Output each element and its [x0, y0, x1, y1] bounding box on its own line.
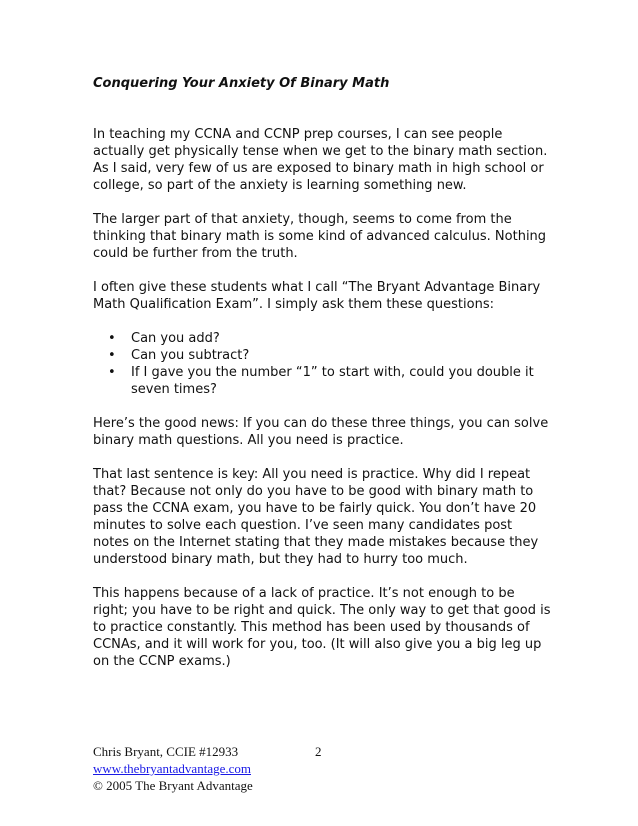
document-title: Conquering Your Anxiety Of Binary Math: [93, 76, 390, 91]
bullet-icon: •: [108, 365, 116, 380]
question-list: [93, 330, 553, 398]
footer-copyright: © 2005 The Bryant Advantage: [93, 778, 253, 793]
paragraph-good-news: Here’s the good news: If you can do these three things, you can solve binary math questions. All you need is practice.: [93, 416, 549, 448]
paragraph-key-sentence: That last sentence is key: All you need is practice. Why did I repeat that? Because not only do you have to be good with binary math to pass the CCNA exam, you have to be fairly quick. You don’t have 20 minutes to solve each question. I’ve seen many candidates post notes on the Internet stating that they made mistakes because they understood binary math, but they had to hurry too much.: [93, 467, 539, 567]
website-link[interactable]: www.thebryantadvantage.com: [93, 761, 251, 776]
page-footer: [93, 743, 553, 794]
list-item-text: Can you add?: [131, 331, 220, 346]
paragraph-teaching: In teaching my CCNA and CCNP prep courses, I can see people actually get physically tense when we get to the binary math section. As I said, very few of us are exposed to binary math in high school or college, so part of the anxiety is learning something new.: [93, 127, 548, 193]
bullet-icon: •: [108, 348, 116, 363]
list-item: [93, 347, 553, 364]
footer-author: Chris Bryant, CCIE #12933: [93, 744, 239, 759]
document-body: [93, 75, 553, 687]
paragraph-practice: This happens because of a lack of practice. It’s not enough to be right; you have to be right and quick. The only way to get that good is to practice constantly. This method has been used by thousands of CCNAs, and it will work for you, too. (It will also give you a big leg up on the CCNP exams.): [93, 586, 551, 669]
list-item: [93, 330, 553, 347]
paragraph-anxiety: The larger part of that anxiety, though, seems to come from the thinking that binary math is some kind of advanced calculus. Nothing could be further from the truth.: [93, 212, 547, 261]
bullet-icon: •: [108, 331, 116, 346]
list-item-text: If I gave you the number “1” to start with, could you double it seven times?: [131, 365, 534, 397]
page-number: 2: [315, 744, 322, 759]
list-item-text: Can you subtract?: [131, 348, 250, 363]
list-item: [93, 364, 553, 398]
paragraph-exam: I often give these students what I call “The Bryant Advantage Binary Math Qualification Exam”. I simply ask them these questions:: [93, 280, 541, 312]
